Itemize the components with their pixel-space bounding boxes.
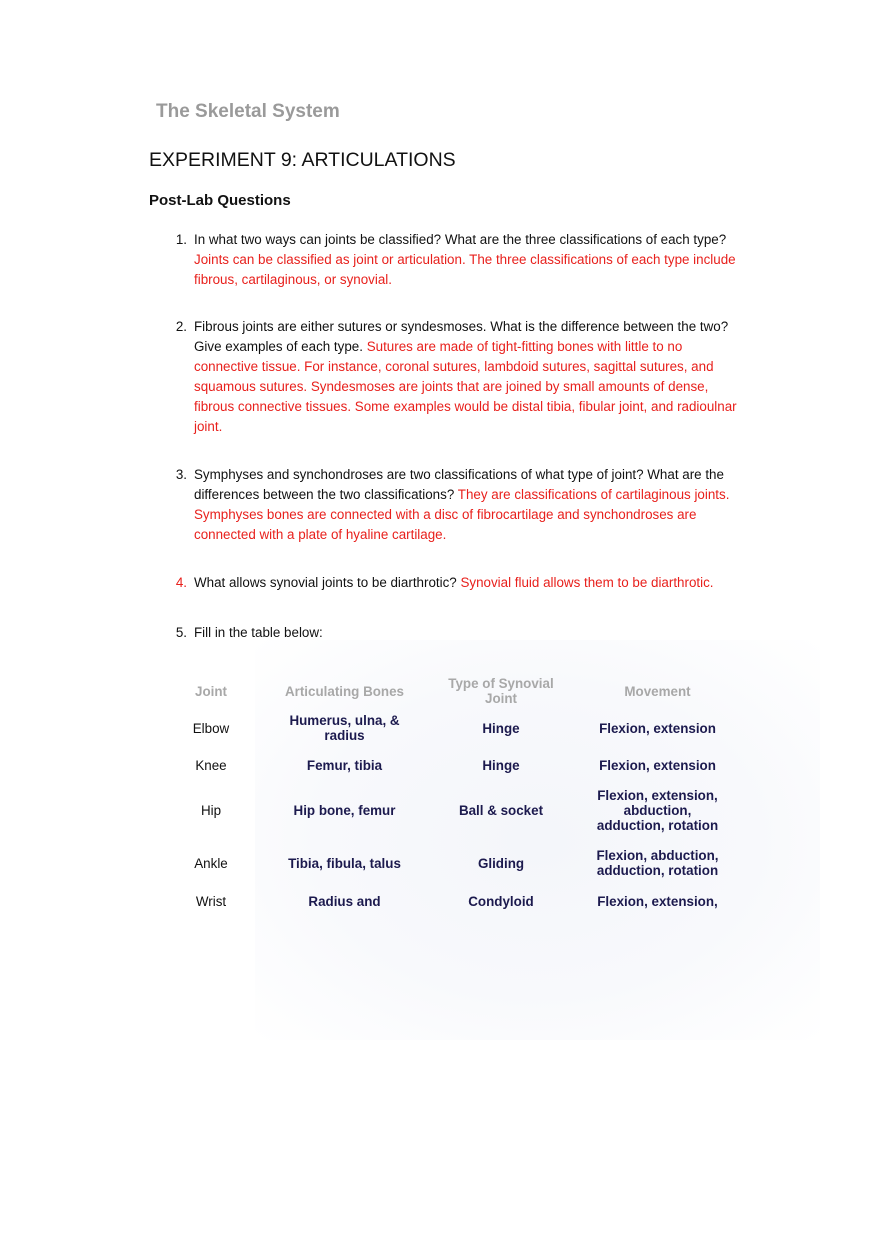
movement-text: Flexion, extension, abduction, adduction, rotation bbox=[596, 787, 719, 833]
answer-text: They are classifications of cartilaginous joints. Symphyses bones are connected with a disc of fibrocartilage and synchondroses are connected with a plate of hyaline cartilage. bbox=[194, 487, 730, 542]
question-5 bbox=[167, 623, 737, 643]
question-1 bbox=[167, 230, 737, 290]
movement-cell bbox=[565, 840, 750, 886]
table-row bbox=[170, 750, 750, 780]
question-number: 3. bbox=[175, 467, 187, 482]
question-text: Fill in the table below: bbox=[194, 625, 323, 640]
section-header: The Skeletal System bbox=[156, 101, 340, 122]
type-cell: Hinge bbox=[482, 720, 520, 736]
question-text: In what two ways can joints be classified? What are the three classifications of each type? bbox=[194, 232, 727, 247]
type-cell: Gliding bbox=[477, 855, 525, 871]
question-3 bbox=[167, 465, 737, 545]
type-cell: Condyloid bbox=[468, 893, 534, 909]
movement-text: Flexion, abduction, adduction, rotation bbox=[596, 848, 719, 878]
movement-cell bbox=[565, 780, 750, 840]
question-text: What allows synovial joints to be diarthrotic? bbox=[194, 575, 461, 590]
table-row bbox=[170, 840, 750, 886]
answer-text: Sutures are made of tight-fitting bones with little to no connective tissue. For instance, coronal sutures, lambdoid sutures, sagittal sutures, and squamous sutures. Syndesmoses are joints that are joined by small amounts of dense, fibrous connective tissues. Some examples would be distal tibia, fibular joint, and radioulnar joint. bbox=[194, 339, 737, 434]
answer-text: Joints can be classified as joint or articulation. The three classifications of each type include fibrous, cartilaginous, or synovial. bbox=[194, 252, 736, 287]
section-subtitle: Post-Lab Questions bbox=[149, 192, 291, 209]
joint-cell: Ankle bbox=[194, 855, 228, 871]
column-header-articulating-bones: Articulating Bones bbox=[284, 683, 405, 699]
bones-cell: Hip bone, femur bbox=[293, 802, 396, 818]
page-title: EXPERIMENT 9: ARTICULATIONS bbox=[149, 149, 456, 171]
column-header-movement: Movement bbox=[624, 683, 691, 699]
movement-cell: Flexion, extension bbox=[599, 720, 716, 736]
joint-cell: Wrist bbox=[195, 893, 227, 909]
column-header-joint: Joint bbox=[195, 683, 227, 699]
table-header-row bbox=[170, 676, 750, 706]
question-number: 4. bbox=[175, 575, 187, 590]
joints-table bbox=[170, 676, 750, 916]
question-4 bbox=[167, 573, 737, 593]
bones-cell: Radius and bbox=[308, 893, 381, 909]
question-number: 2. bbox=[175, 319, 187, 334]
bones-cell: Tibia, fibula, talus bbox=[288, 855, 401, 871]
bones-cell: Femur, tibia bbox=[306, 757, 383, 773]
joint-cell: Elbow bbox=[192, 720, 230, 736]
column-header-type: Type of Synovial Joint bbox=[448, 676, 554, 706]
answer-text: Synovial fluid allows them to be diarthrotic. bbox=[460, 575, 714, 590]
table-row bbox=[170, 886, 750, 916]
table-row bbox=[170, 706, 750, 750]
movement-cell: Flexion, extension bbox=[599, 757, 716, 773]
question-text: Symphyses and synchondroses are two classifications of what type of joint? What are the differences between the two classifications? bbox=[194, 467, 724, 502]
joint-cell: Hip bbox=[200, 802, 222, 818]
question-2 bbox=[167, 317, 737, 437]
question-text: Fibrous joints are either sutures or syndesmoses. What is the difference between the two? Give examples of each type. bbox=[194, 319, 729, 354]
movement-cell: Flexion, extension, bbox=[597, 893, 718, 909]
bones-cell bbox=[252, 706, 437, 750]
question-number: 1. bbox=[175, 232, 187, 247]
table-row bbox=[170, 780, 750, 840]
bones-text: Humerus, ulna, & radius bbox=[289, 713, 400, 743]
type-cell: Ball & socket bbox=[458, 802, 544, 818]
joint-cell: Knee bbox=[195, 757, 227, 773]
question-number: 5. bbox=[175, 625, 187, 640]
type-cell: Hinge bbox=[482, 757, 520, 773]
